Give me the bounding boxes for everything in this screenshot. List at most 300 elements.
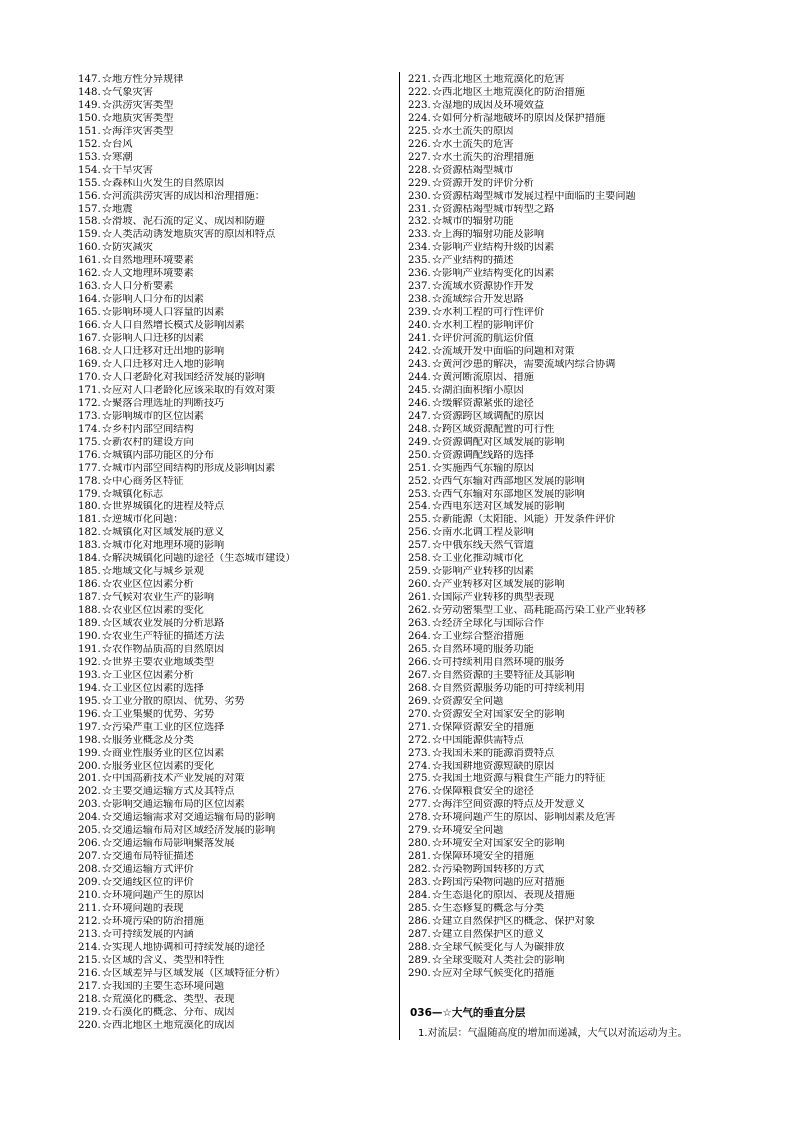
toc-item-title: ☆农业生产特征的描述方法 xyxy=(102,630,225,642)
toc-item-title: ☆环境安全对国家安全的影响 xyxy=(432,838,565,850)
toc-item xyxy=(408,74,738,87)
toc-item xyxy=(408,204,738,217)
toc-item-title: ☆跨区域资源配置的可行性 xyxy=(432,423,555,435)
toc-column-left xyxy=(78,74,393,1033)
toc-item-number: 254. xyxy=(408,501,431,513)
toc-item-title: ☆应对人口老龄化应该采取的有效对策 xyxy=(102,384,276,396)
toc-item-title: ☆流域开发中面临的问题和对策 xyxy=(432,346,575,358)
toc-item xyxy=(408,281,738,294)
toc-item-title: ☆生态修复的概念与分类 xyxy=(432,903,545,914)
toc-item xyxy=(78,540,393,553)
toc-column-right xyxy=(408,74,738,981)
toc-item-number: 153. xyxy=(78,151,101,163)
toc-item-title: ☆主要交通运输方式及其特点 xyxy=(102,786,235,798)
toc-item-title: ☆城镇化对区域发展的意义 xyxy=(102,527,225,539)
toc-item xyxy=(78,437,393,450)
toc-item-number: 223. xyxy=(408,99,431,111)
toc-item xyxy=(78,657,393,670)
toc-item xyxy=(78,527,393,540)
toc-item xyxy=(78,424,393,437)
toc-item xyxy=(408,242,738,255)
toc-item-title: ☆地质灾害类型 xyxy=(102,112,174,124)
toc-item xyxy=(78,812,393,825)
toc-item-number: 227. xyxy=(408,151,431,163)
toc-item-title: ☆区域农业发展的分析思路 xyxy=(102,618,225,630)
toc-item-title: ☆地域文化与城乡景观 xyxy=(102,566,204,578)
toc-item xyxy=(408,916,738,929)
toc-item-title: ☆流域综合开发思路 xyxy=(432,294,524,306)
toc-item-title: ☆影响环境人口容量的因素 xyxy=(102,307,225,319)
toc-item xyxy=(408,657,738,670)
toc-item xyxy=(78,773,393,786)
toc-item-number: 264. xyxy=(408,630,431,642)
toc-item-number: 234. xyxy=(408,242,431,254)
toc-item-title: ☆农作物品质高的自然原因 xyxy=(102,643,225,655)
toc-item xyxy=(78,398,393,411)
toc-item xyxy=(78,566,393,579)
toc-item-title: ☆应对全球气候变化的措施 xyxy=(432,967,555,979)
toc-item xyxy=(78,761,393,774)
toc-item-title: ☆南水北调工程及影响 xyxy=(432,527,534,539)
toc-item xyxy=(78,981,393,994)
toc-item xyxy=(408,527,738,540)
toc-item-number: 257. xyxy=(408,540,431,552)
toc-item xyxy=(78,126,393,139)
toc-item-title: ☆世界主要农业地域类型 xyxy=(102,656,215,668)
toc-item xyxy=(78,489,393,502)
toc-item xyxy=(78,553,393,566)
toc-item-title: ☆工业分散的原因、优势、劣势 xyxy=(102,695,245,707)
toc-item xyxy=(408,955,738,968)
toc-item-title: ☆区域的含义、类型和特性 xyxy=(102,954,225,966)
toc-item xyxy=(78,385,393,398)
toc-item xyxy=(78,838,393,851)
toc-item xyxy=(408,618,738,631)
toc-item xyxy=(78,877,393,890)
toc-item xyxy=(78,916,393,929)
toc-item-title: ☆保障环境安全的措施 xyxy=(432,851,534,863)
toc-item xyxy=(78,372,393,385)
toc-item xyxy=(78,255,393,268)
toc-item-number: 236. xyxy=(408,268,431,280)
toc-item-number: 237. xyxy=(408,281,431,293)
toc-item-number: 222. xyxy=(408,86,431,98)
toc-item-number: 188. xyxy=(78,605,101,617)
toc-item-title: ☆人口老龄化对我国经济发展的影响 xyxy=(102,371,265,383)
toc-item-number: 189. xyxy=(78,618,101,630)
toc-item-number: 187. xyxy=(78,592,101,604)
toc-item-title: ☆资源跨区域调配的原因 xyxy=(432,410,545,422)
toc-item-title: ☆跨国污染物问题的应对措施 xyxy=(432,877,565,889)
toc-item xyxy=(78,242,393,255)
toc-item-title: ☆海洋空间资源的特点及开发意义 xyxy=(432,799,585,811)
toc-item xyxy=(78,696,393,709)
toc-item-number: 241. xyxy=(408,333,431,345)
toc-item-title: ☆城镇内部功能区的分布 xyxy=(102,449,215,461)
toc-item xyxy=(408,968,738,981)
toc-item-title: ☆自然地理环境要素 xyxy=(102,255,194,267)
toc-item-number: 214. xyxy=(78,941,101,953)
toc-item-number: 271. xyxy=(408,721,431,733)
toc-item-number: 175. xyxy=(78,436,101,448)
toc-item xyxy=(78,1007,393,1020)
toc-item-number: 281. xyxy=(408,851,431,863)
toc-item-number: 253. xyxy=(408,488,431,500)
toc-item xyxy=(78,994,393,1007)
toc-item-number: 259. xyxy=(408,566,431,578)
toc-item xyxy=(408,553,738,566)
toc-item-number: 221. xyxy=(408,74,431,85)
toc-item-title: ☆我国未来的能源消费特点 xyxy=(432,747,555,759)
toc-item-title: ☆影响产业结构变化的因素 xyxy=(432,268,555,280)
toc-item xyxy=(78,152,393,165)
toc-item-number: 219. xyxy=(78,1006,101,1018)
toc-item xyxy=(408,87,738,100)
toc-item-number: 178. xyxy=(78,475,101,487)
toc-item-title: ☆全球变暖对人类社会的影响 xyxy=(432,954,565,966)
toc-item-number: 262. xyxy=(408,605,431,617)
toc-item-title: ☆洪涝灾害类型 xyxy=(102,99,174,111)
toc-item xyxy=(78,748,393,761)
toc-item-title: ☆水土流失的危害 xyxy=(432,138,514,150)
toc-item-number: 172. xyxy=(78,397,101,409)
toc-item-number: 225. xyxy=(408,125,431,137)
toc-item-number: 288. xyxy=(408,941,431,953)
toc-item-number: 220. xyxy=(78,1019,101,1031)
toc-item-number: 181. xyxy=(78,514,101,526)
toc-item xyxy=(408,540,738,553)
toc-item-title: ☆湿地的成因及环境效益 xyxy=(432,99,545,111)
toc-item xyxy=(408,579,738,592)
toc-item xyxy=(408,683,738,696)
toc-item xyxy=(78,229,393,242)
toc-item xyxy=(78,359,393,372)
toc-item xyxy=(408,437,738,450)
toc-item-number: 190. xyxy=(78,630,101,642)
toc-item-number: 258. xyxy=(408,553,431,565)
toc-item-number: 273. xyxy=(408,747,431,759)
toc-item-title: ☆西北地区土地荒漠化的成因 xyxy=(102,1019,235,1031)
toc-item-title: ☆环境问题产生的原因、影响因素及危害 xyxy=(432,812,616,824)
toc-item-title: ☆建立自然保护区的概念、保护对象 xyxy=(432,915,595,927)
toc-item xyxy=(408,489,738,502)
toc-item-number: 192. xyxy=(78,656,101,668)
toc-item xyxy=(408,786,738,799)
toc-item-title: ☆农业区位因素的变化 xyxy=(102,605,204,617)
toc-item-number: 272. xyxy=(408,734,431,746)
toc-item-title: ☆资源安全问题 xyxy=(432,695,504,707)
toc-item xyxy=(78,514,393,527)
toc-item-title: ☆河流洪涝灾害的成因和治理措施： xyxy=(102,190,265,202)
toc-item xyxy=(78,1020,393,1033)
toc-item xyxy=(78,74,393,87)
toc-item-number: 249. xyxy=(408,436,431,448)
toc-item xyxy=(408,320,738,333)
toc-item-number: 184. xyxy=(78,553,101,565)
toc-item-number: 147. xyxy=(78,74,101,85)
toc-item xyxy=(408,268,738,281)
toc-item xyxy=(78,670,393,683)
toc-item-number: 246. xyxy=(408,397,431,409)
toc-item-title: ☆我国耕地资源短缺的原因 xyxy=(432,760,555,772)
toc-item-title: ☆交通运输布局影响聚落发展 xyxy=(102,838,235,850)
toc-item-title: ☆资源安全对国家安全的影响 xyxy=(432,708,565,720)
toc-item-title: ☆生态退化的原因、表现及措施 xyxy=(432,890,575,902)
toc-item xyxy=(78,411,393,424)
toc-item-number: 194. xyxy=(78,682,101,694)
toc-item xyxy=(78,890,393,903)
toc-item-title: ☆海洋灾害类型 xyxy=(102,125,174,137)
toc-item xyxy=(408,333,738,346)
toc-item-title: ☆资源开发的评价分析 xyxy=(432,177,534,189)
toc-item-number: 267. xyxy=(408,669,431,681)
toc-item-number: 196. xyxy=(78,708,101,720)
toc-item xyxy=(78,113,393,126)
toc-item xyxy=(78,268,393,281)
toc-item xyxy=(78,709,393,722)
toc-item xyxy=(78,333,393,346)
toc-item xyxy=(408,216,738,229)
toc-item-title: ☆实现人地协调和可持续发展的途径 xyxy=(102,941,265,953)
toc-item-number: 185. xyxy=(78,566,101,578)
toc-item xyxy=(408,113,738,126)
toc-item-number: 180. xyxy=(78,501,101,513)
toc-item-title: ☆环境污染的防治措施 xyxy=(102,915,204,927)
toc-item-title: ☆评价河流的航运价值 xyxy=(432,333,534,345)
toc-item-title: ☆交通运输方式评价 xyxy=(102,864,194,876)
toc-item xyxy=(408,825,738,838)
toc-item-number: 193. xyxy=(78,669,101,681)
toc-item xyxy=(408,942,738,955)
toc-item xyxy=(408,903,738,916)
toc-item xyxy=(408,307,738,320)
toc-item xyxy=(78,501,393,514)
toc-item-number: 211. xyxy=(78,903,101,914)
toc-item-number: 224. xyxy=(408,112,431,124)
toc-item-number: 260. xyxy=(408,579,431,591)
toc-item xyxy=(408,631,738,644)
toc-item xyxy=(78,87,393,100)
toc-item xyxy=(408,411,738,424)
toc-item xyxy=(408,722,738,735)
toc-item-number: 218. xyxy=(78,993,101,1005)
toc-item xyxy=(408,100,738,113)
toc-item xyxy=(78,294,393,307)
toc-item-title: ☆城镇化标志 xyxy=(102,488,164,500)
toc-item-title: ☆环境问题产生的原因 xyxy=(102,890,204,902)
toc-item-title: ☆西气东输对西部地区发展的影响 xyxy=(432,475,585,487)
toc-item-number: 159. xyxy=(78,229,101,241)
toc-item-title: ☆建立自然保护区的意义 xyxy=(432,928,545,940)
toc-item-number: 261. xyxy=(408,592,431,604)
toc-item-number: 149. xyxy=(78,99,101,111)
toc-item-number: 171. xyxy=(78,384,101,396)
toc-item-title: ☆人口迁移对迁出地的影响 xyxy=(102,346,225,358)
toc-item xyxy=(78,864,393,877)
toc-item-title: ☆商业性服务业的区位因素 xyxy=(102,747,225,759)
toc-item-title: ☆影响城市的区位因素 xyxy=(102,410,204,422)
toc-item-title: ☆西北地区土地荒漠化的防治措施 xyxy=(432,86,585,98)
toc-item-number: 238. xyxy=(408,294,431,306)
toc-item xyxy=(408,294,738,307)
toc-item-title: ☆森林山火发生的自然原因 xyxy=(102,177,225,189)
toc-item-number: 207. xyxy=(78,851,101,863)
toc-item-title: ☆乡村内部空间结构 xyxy=(102,423,194,435)
toc-item-number: 191. xyxy=(78,643,101,655)
toc-item xyxy=(78,450,393,463)
toc-item xyxy=(408,812,738,825)
toc-item-title: ☆城市化对地理环境的影响 xyxy=(102,540,225,552)
toc-item-title: ☆防灾减灾 xyxy=(102,242,153,254)
toc-item xyxy=(408,929,738,942)
toc-item xyxy=(78,722,393,735)
toc-item-number: 176. xyxy=(78,449,101,461)
toc-item-title: ☆资源枯竭型城市 xyxy=(432,164,514,176)
toc-item xyxy=(408,476,738,489)
toc-item-title: ☆自然资源的主要特征及其影响 xyxy=(432,669,575,681)
toc-item-title: ☆区域差异与区域发展（区域特征分析） xyxy=(102,967,286,979)
toc-item-number: 203. xyxy=(78,799,101,811)
toc-item xyxy=(78,592,393,605)
toc-item-title: ☆影响产业转移的因素 xyxy=(432,566,534,578)
toc-item-title: ☆荒漠化的概念、类型、表现 xyxy=(102,993,235,1005)
toc-item-title: ☆影响交通运输布局的区位因素 xyxy=(102,799,245,811)
toc-item-number: 169. xyxy=(78,358,101,370)
toc-item-number: 208. xyxy=(78,864,101,876)
toc-item xyxy=(408,605,738,618)
toc-item xyxy=(78,204,393,217)
toc-item-title: ☆逆城市化问题： xyxy=(102,514,184,526)
toc-item-title: ☆保障资源安全的措施 xyxy=(432,721,534,733)
toc-item-title: ☆工业化推动城市化 xyxy=(432,553,524,565)
toc-item-title: ☆自然环境的服务功能 xyxy=(432,643,534,655)
toc-item-number: 279. xyxy=(408,825,431,837)
toc-item-number: 160. xyxy=(78,242,101,254)
toc-item xyxy=(408,799,738,812)
toc-item-title: ☆工业集聚的优势、劣势 xyxy=(102,708,215,720)
toc-item-title: ☆资源枯竭型城市转型之路 xyxy=(432,203,555,215)
toc-item-number: 242. xyxy=(408,346,431,358)
section-text: 1.对流层：气温随高度的增加而递减，大气以对流运动为主。 xyxy=(418,1028,688,1039)
toc-item xyxy=(408,864,738,877)
toc-item-title: ☆气候对农业生产的影响 xyxy=(102,592,215,604)
toc-item-number: 177. xyxy=(78,462,101,474)
toc-item-title: ☆全球气候变化与人为碳排放 xyxy=(432,941,565,953)
toc-item xyxy=(78,281,393,294)
toc-item xyxy=(78,579,393,592)
toc-item-title: ☆湖泊面积缩小原因 xyxy=(432,384,524,396)
toc-item xyxy=(78,178,393,191)
toc-item-title: ☆人口迁移对迁入地的影响 xyxy=(102,358,225,370)
toc-item-number: 158. xyxy=(78,216,101,228)
toc-item xyxy=(408,748,738,761)
toc-item-number: 263. xyxy=(408,618,431,630)
toc-item-number: 286. xyxy=(408,915,431,927)
toc-item xyxy=(408,139,738,152)
toc-item-number: 276. xyxy=(408,786,431,798)
toc-item-number: 270. xyxy=(408,708,431,720)
toc-item xyxy=(78,307,393,320)
toc-item-number: 269. xyxy=(408,695,431,707)
toc-item xyxy=(78,100,393,113)
toc-item-title: ☆服务业概念及分类 xyxy=(102,734,194,746)
toc-item-number: 197. xyxy=(78,721,101,733)
toc-item xyxy=(78,618,393,631)
section-heading: 036—☆大气的垂直分层 xyxy=(410,1007,526,1019)
toc-item-number: 268. xyxy=(408,682,431,694)
toc-item-number: 230. xyxy=(408,190,431,202)
toc-item-number: 205. xyxy=(78,825,101,837)
toc-item-number: 152. xyxy=(78,138,101,150)
toc-item-title: ☆寒潮 xyxy=(102,151,133,163)
toc-item-title: ☆水利工程的可行性评价 xyxy=(432,307,545,319)
toc-item-title: ☆环境安全问题 xyxy=(432,825,504,837)
toc-item xyxy=(408,255,738,268)
toc-item-title: ☆西电东送对区域发展的影响 xyxy=(432,501,565,513)
toc-item-title: ☆上海的辐射功能及影响 xyxy=(432,229,545,241)
toc-item-number: 200. xyxy=(78,760,101,772)
toc-item xyxy=(408,450,738,463)
toc-item xyxy=(408,877,738,890)
toc-item-number: 165. xyxy=(78,307,101,319)
toc-item-number: 274. xyxy=(408,760,431,772)
column-divider xyxy=(399,72,400,1040)
toc-item-title: ☆台风 xyxy=(102,138,133,150)
toc-item-title: ☆工业综合整治措施 xyxy=(432,630,524,642)
toc-item-number: 209. xyxy=(78,877,101,889)
toc-item-number: 212. xyxy=(78,915,101,927)
toc-item-title: ☆人文地理环境要素 xyxy=(102,268,194,280)
toc-item-number: 154. xyxy=(78,164,101,176)
toc-item xyxy=(78,346,393,359)
toc-item-title: ☆影响产业结构升级的因素 xyxy=(432,242,555,254)
toc-item xyxy=(408,851,738,864)
toc-item-number: 240. xyxy=(408,320,431,332)
toc-item xyxy=(408,126,738,139)
toc-item-number: 156. xyxy=(78,190,101,202)
toc-item-title: ☆城市的辐射功能 xyxy=(432,216,514,228)
toc-item xyxy=(408,398,738,411)
toc-item-title: ☆如何分析湿地破坏的原因及保护措施 xyxy=(432,112,606,124)
toc-item-title: ☆新能源（太阳能、风能）开发条件评价 xyxy=(432,514,616,526)
toc-item-title: ☆水利工程的影响评价 xyxy=(432,320,534,332)
toc-item xyxy=(408,709,738,722)
toc-item-number: 243. xyxy=(408,358,431,370)
toc-item-title: ☆交通布局特征描述 xyxy=(102,851,194,863)
toc-item-number: 179. xyxy=(78,488,101,500)
toc-item-title: ☆实施西气东输的原因 xyxy=(432,462,534,474)
toc-item-number: 228. xyxy=(408,164,431,176)
toc-item-title: ☆西北地区土地荒漠化的危害 xyxy=(432,74,565,85)
toc-item xyxy=(408,592,738,605)
toc-item-title: ☆可持续发展的内涵 xyxy=(102,928,194,940)
toc-item-number: 173. xyxy=(78,410,101,422)
toc-item xyxy=(408,463,738,476)
toc-item-title: ☆产业结构的描述 xyxy=(432,255,514,267)
toc-item-title: ☆人口自然增长模式及影响因素 xyxy=(102,320,245,332)
toc-item xyxy=(408,838,738,851)
toc-item-number: 239. xyxy=(408,307,431,319)
toc-item xyxy=(78,968,393,981)
toc-item-number: 195. xyxy=(78,695,101,707)
toc-item-number: 183. xyxy=(78,540,101,552)
toc-item xyxy=(78,216,393,229)
toc-item-number: 283. xyxy=(408,877,431,889)
toc-item-title: ☆污染严重工业的区位选择 xyxy=(102,721,225,733)
toc-item xyxy=(78,851,393,864)
toc-item-number: 282. xyxy=(408,864,431,876)
toc-item-title: ☆保障粮食安全的途径 xyxy=(432,786,534,798)
